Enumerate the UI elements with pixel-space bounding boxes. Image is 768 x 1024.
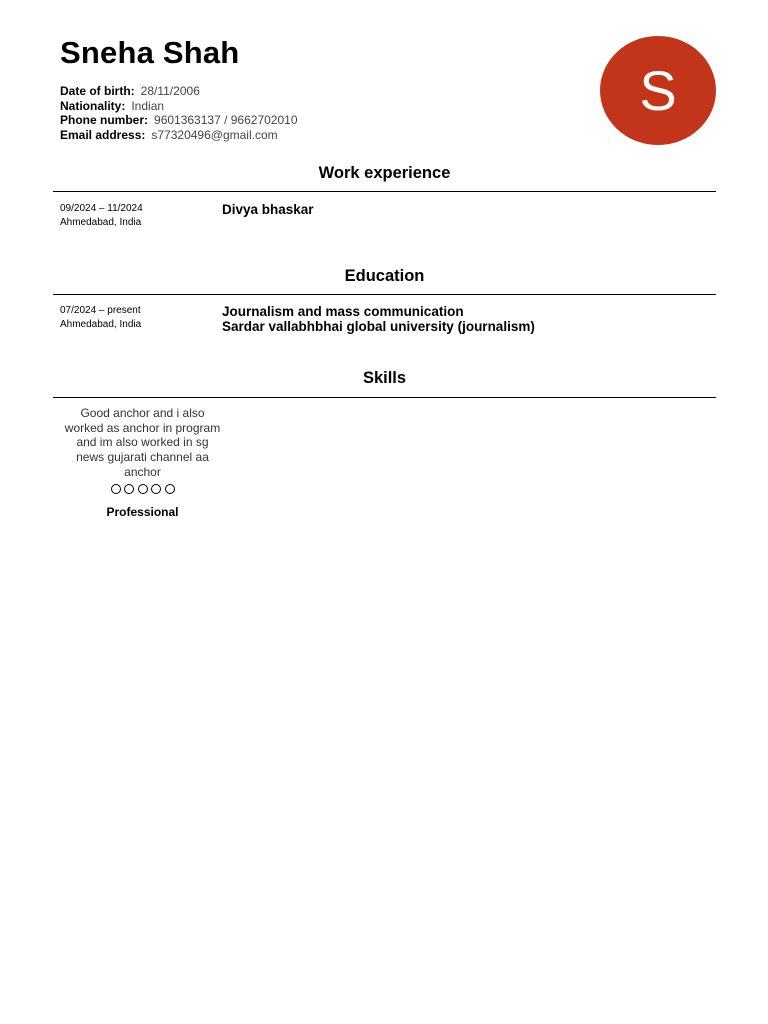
education-divider xyxy=(53,294,716,295)
education-heading: Education xyxy=(344,267,425,285)
skill-level: Professional xyxy=(106,504,179,519)
work-entry-role: Divya bhaskar xyxy=(222,202,314,217)
email-value: s77320496@gmail.com xyxy=(151,128,278,143)
work-divider xyxy=(53,191,716,192)
skills-divider xyxy=(53,397,716,398)
rating-dot xyxy=(111,484,121,494)
skills-heading: Skills xyxy=(362,369,407,387)
skill-item xyxy=(64,406,221,519)
education-school: Sardar vallabhbhai global university (journalism) xyxy=(222,319,535,334)
education-entry-location: Ahmedabad, India xyxy=(60,319,142,330)
personal-info xyxy=(60,34,580,143)
avatar: S xyxy=(600,36,716,145)
work-entry-dates: 09/2024 – 11/2024 xyxy=(60,203,143,214)
info-row-email xyxy=(60,128,580,143)
dob-value: 28/11/2006 xyxy=(140,84,200,98)
nationality-label: Nationality: xyxy=(60,98,126,113)
education-degree: Journalism and mass communication xyxy=(222,304,464,319)
work-experience-heading: Work experience xyxy=(318,164,451,182)
work-entry-location: Ahmedabad, India xyxy=(60,217,142,228)
candidate-name: Sneha Shah xyxy=(60,35,240,70)
info-row-nationality xyxy=(60,99,580,114)
rating-dot xyxy=(151,484,161,494)
education-entry xyxy=(222,304,535,334)
email-label: Email address: xyxy=(60,128,146,143)
info-row-dob xyxy=(60,84,580,99)
info-row-phone xyxy=(60,113,580,128)
education-entry-meta xyxy=(60,304,141,332)
skill-rating xyxy=(64,484,221,498)
rating-dot xyxy=(165,484,175,494)
nationality-value: Indian xyxy=(131,98,165,113)
rating-dot xyxy=(124,484,134,494)
dob-label: Date of birth: xyxy=(60,84,135,98)
skill-description: Good anchor and i also worked as anchor in program and im also worked in sg news gujarati channel aa anchor xyxy=(64,406,221,479)
phone-value: 9601363137 / 9662702010 xyxy=(154,113,298,128)
rating-dot xyxy=(138,484,148,494)
education-entry-dates: 07/2024 – present xyxy=(60,305,141,316)
phone-label: Phone number: xyxy=(60,113,149,128)
work-entry-meta xyxy=(60,202,143,230)
